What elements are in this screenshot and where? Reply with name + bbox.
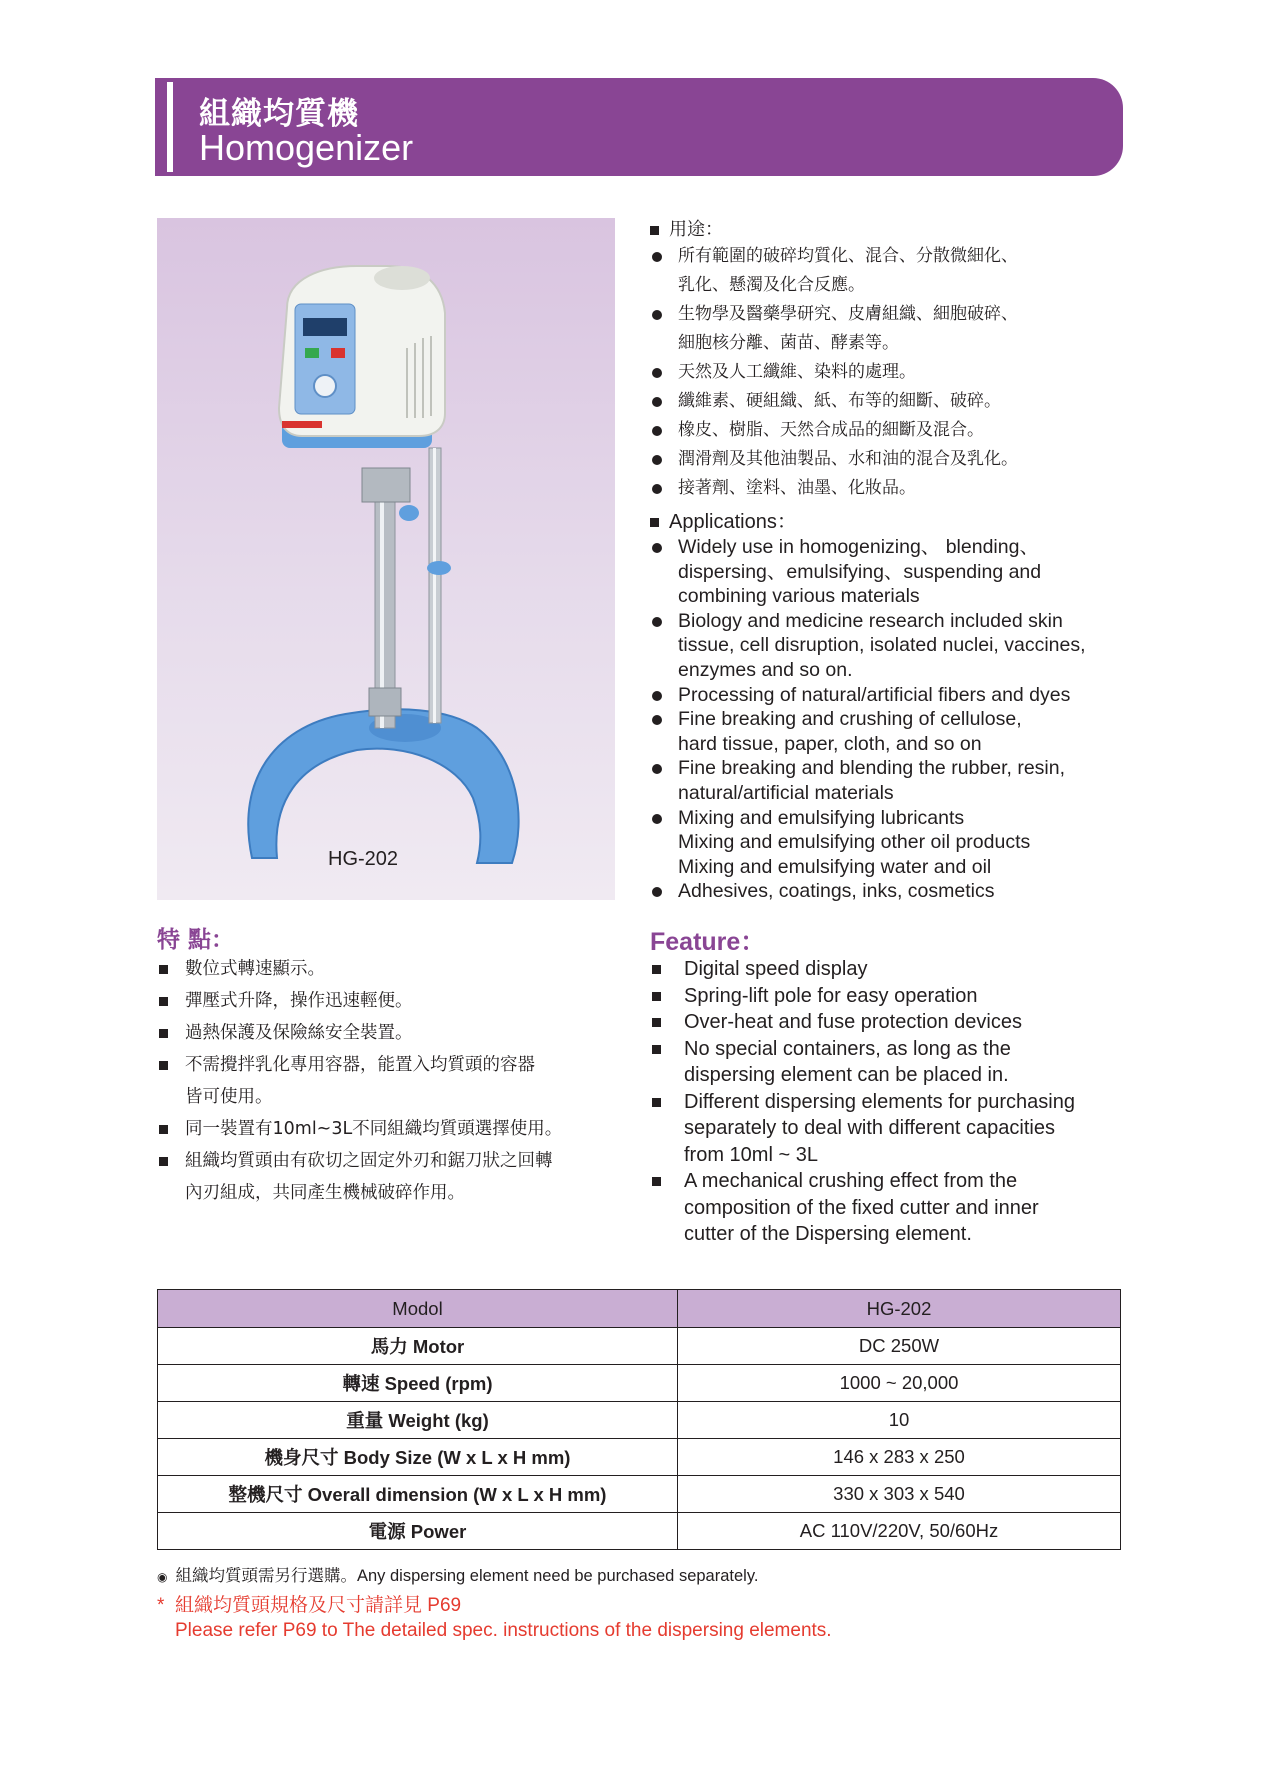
list-item-line: 細胞核分離、菌苗、酵素等。 [678, 333, 899, 353]
list-item-line: Spring-lift pole for easy operation [684, 984, 978, 1007]
square-bullet-icon [650, 226, 659, 235]
list-item-line: 纖維素、硬組織、紙、布等的細斷、破碎。 [678, 391, 1001, 411]
list-item-line: Over-heat and fuse protection devices [684, 1011, 1022, 1033]
note-purchase: ◉ 組織均質頭需另行選購。Any dispersing element need be purchased separately. [157, 1567, 759, 1585]
square-bullet-icon [652, 1177, 661, 1186]
list-item-line: A mechanical crushing effect from the [684, 1170, 1018, 1192]
features-english [650, 956, 1120, 1248]
table-row [158, 1513, 1121, 1550]
round-bullet-icon [652, 543, 662, 553]
round-bullet-icon [652, 617, 662, 627]
list-item-line: 潤滑劑及其他油製品、水和油的混合及乳化。 [678, 449, 1018, 469]
list-item-line: dispersing element can be placed in. [684, 1064, 1009, 1086]
list-item-line: Digital speed display [684, 958, 868, 980]
round-bullet-icon [652, 426, 662, 436]
banner-bar [155, 78, 163, 176]
product-photo [157, 218, 615, 900]
table-row [158, 1365, 1121, 1402]
uses-list [650, 242, 1120, 503]
round-bullet-icon [652, 691, 662, 701]
square-bullet-icon [159, 997, 168, 1006]
list-item [650, 300, 1120, 358]
round-bullet-icon [652, 397, 662, 407]
applications-english [650, 509, 1120, 904]
list-item [650, 879, 1120, 904]
homogenizer-illustration [157, 218, 615, 900]
list-item-line: Fine breaking and crushing of cellulose, [678, 708, 1022, 731]
list-item-line: 生物學及醫藥學研究、皮膚組織、細胞破碎、 [678, 304, 1018, 324]
title-banner [155, 78, 1123, 176]
list-item-line: 彈壓式升降，操作迅速輕便。 [185, 991, 413, 1011]
list-item [650, 683, 1120, 708]
title-chinese: 組織均質機 [199, 96, 359, 132]
round-bullet-icon [652, 484, 662, 494]
spec-value: DC 250W [678, 1328, 1121, 1365]
list-item-line: Mixing and emulsifying lubricants [678, 806, 965, 829]
list-item-line: Mixing and emulsifying other oil products [678, 831, 1031, 854]
list-item [650, 983, 1120, 1010]
list-item [157, 1113, 627, 1145]
list-item-line: 所有範圍的破碎均質化、混合、分散微細化、 [678, 246, 1018, 266]
square-bullet-icon [159, 965, 168, 974]
list-item-line: Processing of natural/artificial fibers and dyes [678, 683, 1071, 706]
list-item-line: 天然及人工纖維、染料的處理。 [678, 362, 916, 382]
list-item [650, 535, 1120, 609]
coupling-knob [399, 505, 419, 521]
spec-label: 機身尺寸 Body Size (W x L x H mm) [158, 1439, 678, 1476]
list-item-line: natural/artificial materials [678, 781, 894, 804]
spec-value: 146 x 283 x 250 [678, 1439, 1121, 1476]
round-bullet-icon [652, 764, 662, 774]
square-bullet-icon [652, 1098, 661, 1107]
spec-label: 轉速 Speed (rpm) [158, 1365, 678, 1402]
list-item-line: dispersing、emulsifying、suspending and [678, 560, 1042, 583]
speed-display [303, 318, 347, 336]
list-item [650, 1036, 1120, 1089]
list-item-line: Mixing and emulsifying water and oil [678, 855, 992, 878]
spec-label: 馬力 Motor [158, 1328, 678, 1365]
list-item-line: 橡皮、樹脂、天然合成品的細斷及混合。 [678, 420, 984, 440]
list-item-line: No special containers, as long as the [684, 1037, 1011, 1060]
shaft-head [369, 688, 401, 716]
list-item [650, 609, 1120, 683]
list-item-line: enzymes and so on. [678, 658, 853, 681]
list-item [157, 1017, 627, 1049]
list-item [650, 956, 1120, 983]
list-item [157, 985, 627, 1017]
list-item-line: composition of the fixed cutter and inner [684, 1196, 1039, 1219]
square-bullet-icon [159, 1157, 168, 1166]
list-item-line: 不需攪拌乳化專用容器，能置入均質頭的容器 [185, 1055, 535, 1075]
list-item-line: tissue, cell disruption, isolated nuclei, vaccines, [678, 634, 1086, 657]
title-english: Homogenizer [199, 127, 414, 168]
spec-value: AC 110V/220V, 50/60Hz [678, 1513, 1121, 1550]
lift-clamp [427, 561, 451, 575]
list-item [650, 756, 1120, 805]
banner-accent-line [167, 82, 173, 172]
list-item [650, 445, 1120, 474]
list-item-line: cutter of the Dispersing element. [684, 1223, 972, 1245]
square-bullet-icon [159, 1061, 168, 1070]
table-row [158, 1439, 1121, 1476]
list-item [650, 242, 1120, 300]
product-model-label: HG-202 [328, 848, 399, 870]
list-item-line: 過熱保護及保險絲安全裝置。 [185, 1023, 413, 1043]
applications-heading: Applications： [650, 509, 1120, 535]
list-item [650, 1009, 1120, 1036]
note-symbol-icon: ◉ [157, 1570, 168, 1584]
housing-top-vent [374, 266, 430, 290]
square-bullet-icon [652, 1018, 661, 1027]
list-item-line: 同一裝置有10ml~3L不同組織均質頭選擇使用。 [185, 1119, 563, 1139]
spec-label: 重量 Weight (kg) [158, 1402, 678, 1439]
round-bullet-icon [652, 887, 662, 897]
spec-value: 330 x 303 x 540 [678, 1476, 1121, 1513]
table-row [158, 1402, 1121, 1439]
square-bullet-icon [159, 1029, 168, 1038]
spec-header-model: HG-202 [678, 1290, 1121, 1328]
square-bullet-icon [650, 518, 659, 527]
stop-button-icon [331, 348, 345, 358]
spec-label: 電源 Power [158, 1513, 678, 1550]
shaft-coupling [362, 468, 410, 502]
list-item [157, 1049, 627, 1113]
list-item [650, 387, 1120, 416]
square-bullet-icon [159, 1125, 168, 1134]
note-refer: * 組織均質頭規格及尺寸請詳見 P69 Please refer P69 to The detailed spec. instructions of the dispersing elements. [157, 1595, 832, 1641]
list-item-line: Different dispersing elements for purchasing [684, 1090, 1075, 1113]
features-english-heading: Feature： [650, 928, 766, 956]
round-bullet-icon [652, 455, 662, 465]
list-item-line: 內刃組成，共同產生機械破碎作用。 [185, 1183, 465, 1203]
uses-chinese [650, 216, 1120, 503]
spec-label: 整機尺寸 Overall dimension (W x L x H mm) [158, 1476, 678, 1513]
list-item-line: Adhesives, coatings, inks, cosmetics [678, 880, 995, 903]
list-item-line: 皆可使用。 [185, 1087, 273, 1107]
list-item [650, 358, 1120, 387]
table-row [158, 1476, 1121, 1513]
spec-value: 10 [678, 1402, 1121, 1439]
spec-table [157, 1289, 1121, 1550]
list-item-line: separately to deal with different capacities [684, 1117, 1055, 1139]
asterisk-icon: * [157, 1595, 165, 1616]
spec-value: 1000 ~ 20,000 [678, 1365, 1121, 1402]
brand-label [282, 421, 322, 428]
list-item-line: 乳化、懸濁及化合反應。 [678, 275, 865, 295]
speed-knob [314, 375, 336, 397]
list-item [650, 707, 1120, 756]
applications-list [650, 535, 1120, 904]
list-item [650, 416, 1120, 445]
table-row [158, 1328, 1121, 1365]
uses-heading: 用途： [650, 216, 1120, 242]
spec-header-label: Modol [158, 1290, 678, 1328]
start-button-icon [305, 348, 319, 358]
square-bullet-icon [652, 992, 661, 1001]
list-item [650, 474, 1120, 503]
spec-table-header [158, 1290, 1121, 1328]
list-item-line: 組織均質頭由有砍切之固定外刃和鋸刀狀之回轉 [185, 1151, 553, 1171]
list-item-line: hard tissue, paper, cloth, and so on [678, 732, 982, 755]
pole-highlight [433, 448, 436, 723]
list-item [650, 806, 1120, 880]
list-item-line: 接著劑、塗料、油墨、化妝品。 [678, 478, 916, 498]
square-bullet-icon [652, 965, 661, 974]
list-item-line: from 10ml ~ 3L [684, 1143, 818, 1166]
round-bullet-icon [652, 715, 662, 725]
list-item-line: Fine breaking and blending the rubber, resin, [678, 757, 1066, 780]
square-bullet-icon [652, 1045, 661, 1054]
list-item-line: Biology and medicine research included skin [678, 609, 1063, 632]
features-chinese [157, 953, 627, 1209]
list-item-line: combining various materials [678, 585, 920, 608]
list-item-line: Widely use in homogenizing、 blending、 [678, 536, 1039, 558]
list-item [650, 1089, 1120, 1169]
features-chinese-heading: 特 點： [157, 927, 235, 953]
list-item [157, 1145, 627, 1209]
round-bullet-icon [652, 814, 662, 824]
round-bullet-icon [652, 368, 662, 378]
list-item [157, 953, 627, 985]
list-item [650, 1168, 1120, 1248]
round-bullet-icon [652, 252, 662, 262]
round-bullet-icon [652, 310, 662, 320]
list-item-line: 數位式轉速顯示。 [185, 959, 325, 979]
